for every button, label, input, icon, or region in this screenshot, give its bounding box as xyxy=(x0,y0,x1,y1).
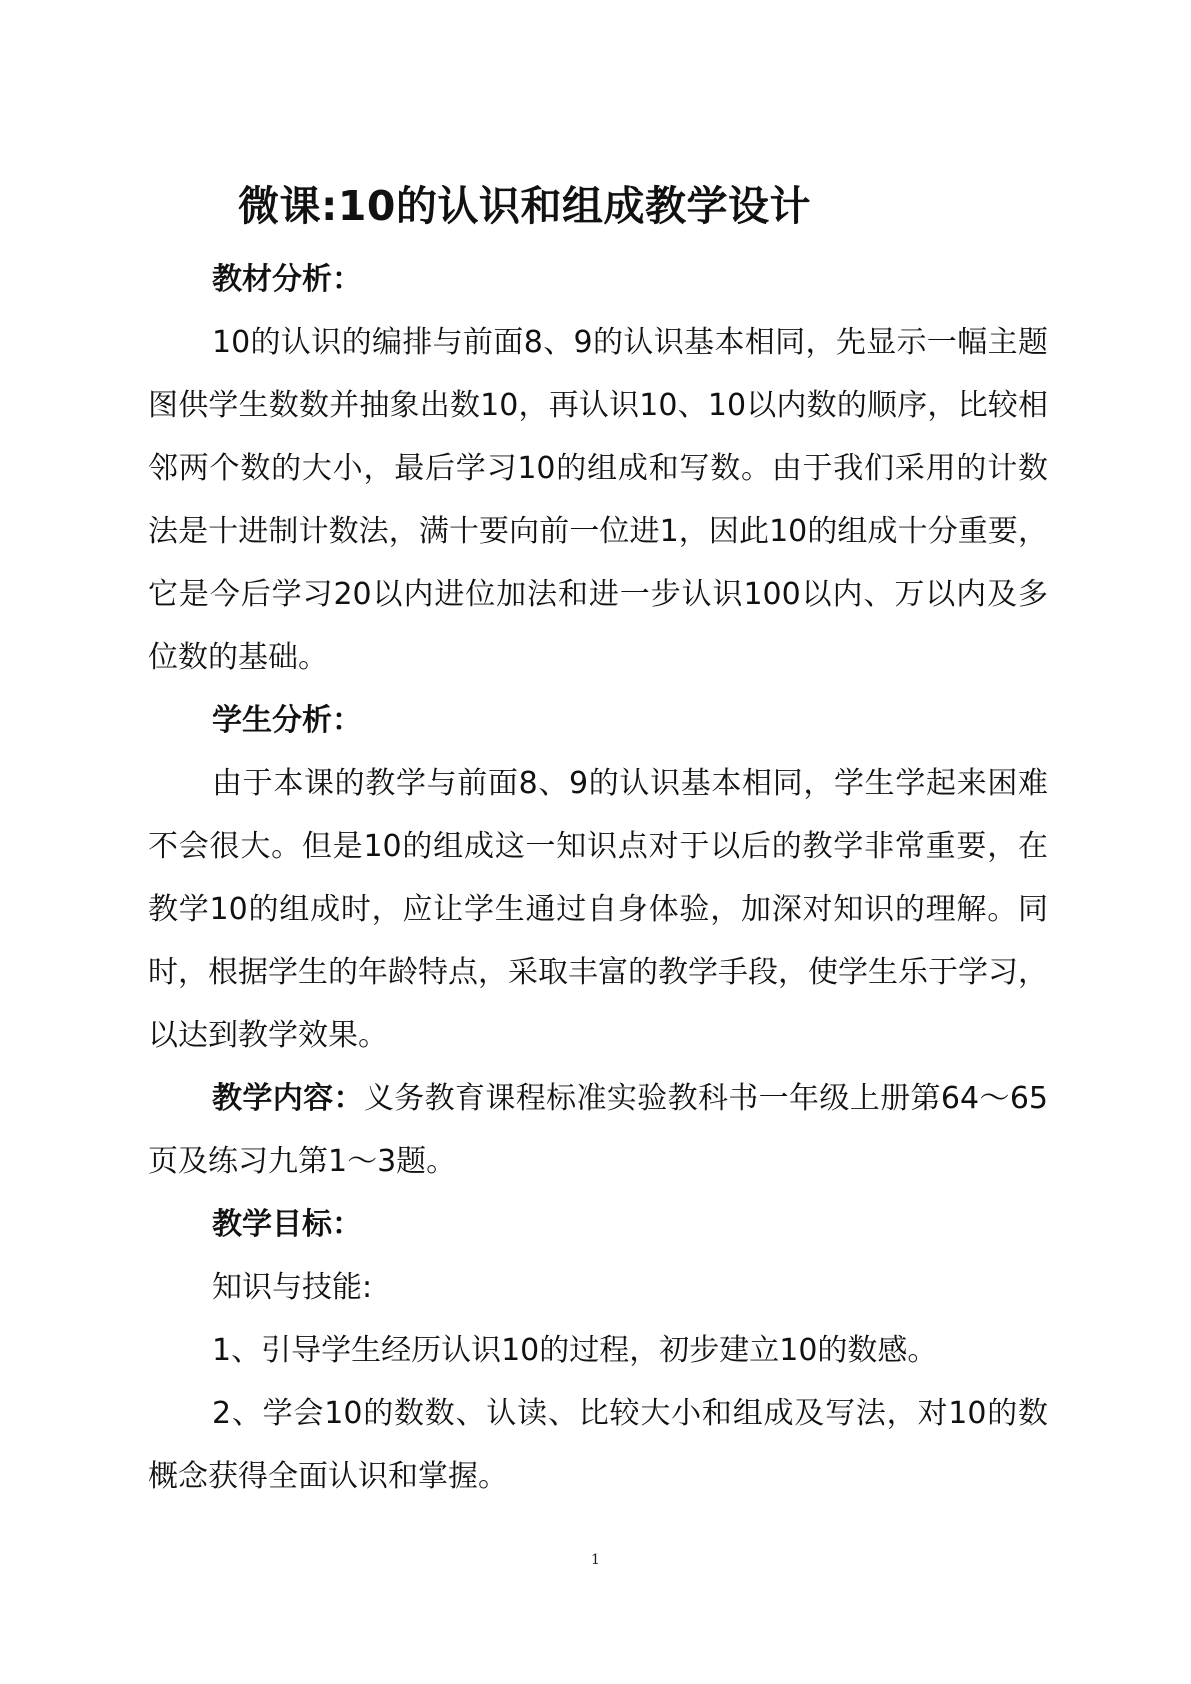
knowledge-skills-label: 知识与技能: xyxy=(212,1270,373,1305)
teaching-content-paragraph xyxy=(148,1067,1048,1193)
teaching-objectives-heading: 教学目标： xyxy=(212,1207,362,1242)
objective-item-1: 1、引导学生经历认识10的过程，初步建立10的数感。 xyxy=(212,1333,938,1368)
teaching-content-text: 义务教育课程标准实验教科书一年级上册第64～65页及练习九第1～3题。 xyxy=(148,1081,1048,1179)
document-title: 微课:10的认识和组成教学设计 xyxy=(238,182,811,230)
material-analysis-heading: 教材分析： xyxy=(212,262,362,297)
document-body xyxy=(148,248,1048,1508)
objective-item-2: 2、学会10的数数、认读、比较大小和组成及写法，对10的数概念获得全面认识和掌握。 xyxy=(148,1396,1048,1494)
teaching-content-heading: 教学内容： xyxy=(212,1081,364,1116)
student-analysis-heading: 学生分析： xyxy=(212,703,362,738)
page-number: 1 xyxy=(591,1552,600,1568)
student-analysis-paragraph: 由于本课的教学与前面8、9的认识基本相同，学生学起来困难不会很大。但是10的组成这一知识点对于以后的教学非常重要，在教学10的组成时，应让学生通过自身体验，加深对知识的理解。同时，根据学生的年龄特点，采取丰富的教学手段，使学生乐于学习，以达到教学效果。 xyxy=(148,766,1048,1053)
material-analysis-paragraph: 10的认识的编排与前面8、9的认识基本相同，先显示一幅主题图供学生数数并抽象出数10，再认识10、10以内数的顺序，比较相邻两个数的大小，最后学习10的组成和写数。由于我们采用的计数法是十进制计数法，满十要向前一位进1，因此10的组成十分重要，它是今后学习20以内进位加法和进一步认识100以内、万以内及多位数的基础。 xyxy=(148,325,1048,675)
